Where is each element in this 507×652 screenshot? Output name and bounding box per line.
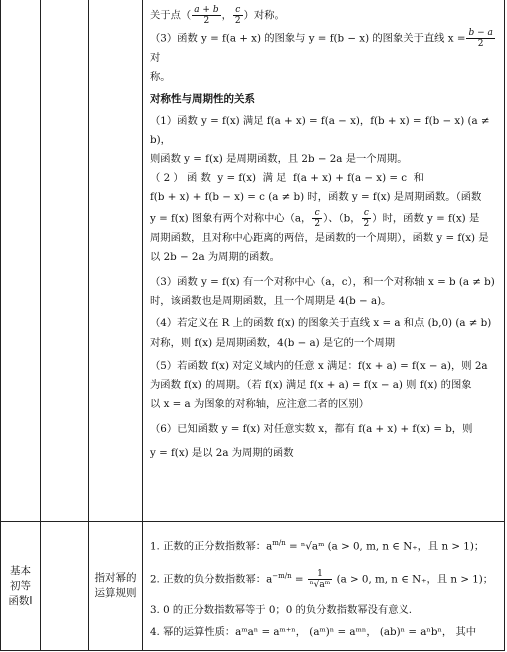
rule-2: 2. 正数的负分数指数幂：$a^{-m/n}$ = $\frac{1}{\text{ⁿ√aᵐ}}$ (a > 0, m, n ∈ N₊，且 n > 1)； bbox=[150, 569, 494, 591]
para-3-line-2: 时，该函数也是周期函数，且一个周期是 4(b − a)。 bbox=[150, 295, 392, 308]
rule-3: 3. 0 的正分数指数幂等于 0；0 的负分数指数幂没有意义. bbox=[150, 603, 413, 616]
para-4-line-1: （4）若定义在 R 上的函数 f(x) 的图象关于直线 x = a 和点 (b,0) (a ≠ b) bbox=[150, 317, 492, 330]
cell-exponent-rules bbox=[143, 522, 505, 651]
table-row-symmetry bbox=[1, 0, 505, 522]
cell-empty-2 bbox=[41, 0, 89, 522]
cell-empty-4 bbox=[41, 522, 89, 651]
fraction: $\frac{a + b}{2}$ bbox=[194, 5, 219, 26]
cell-empty-3 bbox=[89, 0, 143, 522]
fraction: $\frac{c}{2}$ bbox=[314, 207, 321, 229]
rule-1: 1. 正数的正分数指数幂：$a^{m/n}$ = ⁿ√aᵐ (a > 0, m, n ∈ N₊，且 n > 1)； bbox=[150, 539, 485, 553]
rule-4: 4. 幂的运算性质：aᵐaⁿ = aᵐ⁺ⁿ， (aᵐ)ⁿ = aᵐⁿ， (ab)ⁿ = aⁿbⁿ， 其中 bbox=[150, 625, 477, 638]
table-row-exponent bbox=[1, 522, 505, 651]
para-6-line-1: （6）已知函数 y = f(x) 对任意实数 x，都有 f(a + x) + f(x) = b，则 bbox=[150, 423, 473, 436]
para-2-line-2: f(b + x) + f(b − x) = c (a ≠ b) 时，函数 y = f(x) 是周期函数。（函数 bbox=[150, 191, 482, 204]
fraction: $\frac{c}{2}$ bbox=[363, 207, 370, 229]
para-4-line-2: 对称，则 f(x) 是周期函数，4(b − a) 是它的一个周期 bbox=[150, 336, 396, 349]
item-3-continued: 称。 bbox=[150, 71, 171, 84]
line-symmetric-point: 关于点（ $\frac{a + b}{2}$ ， $\frac{c}{2}$ ）对称。 bbox=[150, 5, 285, 26]
topic-label: 指对幂的运算规则 bbox=[94, 572, 137, 599]
para-3-line-1: （3）函数 y = f(x) 有一个对称中心（a，c），和一个对称轴 x = b (a ≠ b) bbox=[150, 276, 495, 289]
para-2-line-3: y = f(x) 图象有两个对称中心（a， $\frac{c}{2}$ ）、（b， $\frac{c}{2}$ ）时，函数 y = f(x) 是 bbox=[150, 207, 480, 229]
cell-category bbox=[1, 522, 41, 651]
cell-symmetry-content bbox=[143, 0, 505, 522]
para-2-line-1: （ 2 ） 函 数 y = f(x) 满 足 f(a + x) + f(a − x) = c 和 bbox=[150, 172, 424, 185]
cell-topic bbox=[89, 522, 143, 651]
fraction: $\frac{c}{2}$ bbox=[234, 5, 241, 26]
para-1-line-2: 则函数 y = f(x) 是周期函数，且 2b − 2a 是一个周期。 bbox=[150, 153, 408, 166]
cell-empty-1 bbox=[1, 0, 41, 522]
para-5-line-1: （5）若函数 f(x) 对定义域内的任意 x 满足：f(x + a) = f(x − a)，则 2a bbox=[150, 359, 488, 372]
para-5-line-3: 以 x = a 为图象的对称轴，应注意二者的区别） bbox=[150, 398, 370, 411]
section-heading: 对称性与周期性的关系 bbox=[150, 93, 255, 106]
para-2-line-4: 周期函数，且对称中心距离的两倍，是函数的一个周期），函数 y = f(x) 是 bbox=[150, 231, 489, 244]
para-5-line-2: 为函数 f(x) 的周期。（若 f(x) 满足 f(x + a) = f(x − a) 则 f(x) 的图象 bbox=[150, 379, 472, 392]
para-1-line-1: （1）函数 y = f(x) 满足 f(a + x) = f(a − x)，f(b + x) = f(b − x) (a ≠ b)， bbox=[150, 114, 490, 146]
fraction: $\frac{1}{\text{ⁿ√aᵐ}}$ bbox=[309, 569, 331, 591]
category-label: 基本初等函数Ⅰ bbox=[8, 564, 33, 607]
fraction: $\frac{b - a}{2}$ bbox=[468, 28, 493, 49]
para-2-line-5: 以 2b − 2a 为周期的函数。 bbox=[150, 250, 280, 263]
item-3: （3）函数 y = f(a + x) 的图象与 y = f(b − x) 的图象关于直线 x = $\frac{b - a}{2}$ 对 bbox=[150, 28, 493, 64]
para-6-line-2: y = f(x) 是以 2a 为周期的函数 bbox=[150, 446, 294, 459]
